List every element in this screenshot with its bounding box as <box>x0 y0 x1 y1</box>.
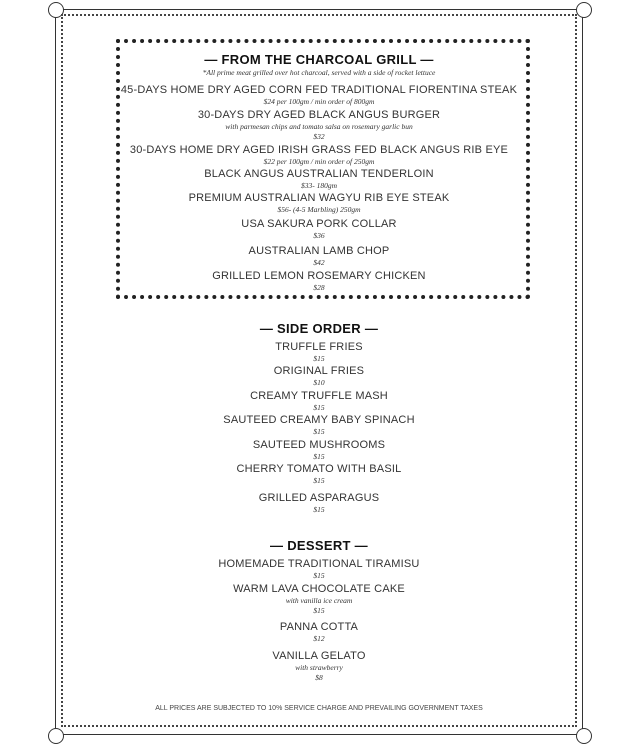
menu-item-name: SAUTEED CREAMY BABY SPINACH <box>223 414 415 426</box>
menu-item-price: $15 <box>313 354 325 363</box>
frame-corner <box>48 728 64 744</box>
menu-item-name: 30-DAYS HOME DRY AGED IRISH GRASS FED BLACK ANGUS RIB EYE <box>129 144 509 156</box>
menu-item-price: $15 <box>313 571 325 580</box>
menu-item-name: AUSTRALIAN LAMB CHOP <box>248 245 390 257</box>
menu-item-price: $15 <box>313 452 325 461</box>
menu-item-name: 30-DAYS DRY AGED BLACK ANGUS BURGER <box>197 109 441 121</box>
menu-item-price: $56- (4-5 Marbling) 250gm <box>277 205 361 214</box>
menu-item-description: with strawberry <box>295 663 343 672</box>
menu-item-name: USA SAKURA PORK COLLAR <box>241 218 397 230</box>
footer-note: ALL PRICES ARE SUBJECTED TO 10% SERVICE CHARGE AND PREVAILING GOVERNMENT TAXES <box>155 705 483 712</box>
menu-item-price: $24 per 100gm / min order of 800gm <box>263 97 375 106</box>
menu-item-price: $28 <box>313 283 325 292</box>
menu-item-price: $32 <box>313 132 325 141</box>
menu-item-price: $8 <box>315 673 323 682</box>
menu-item-name: GRILLED LEMON ROSEMARY CHICKEN <box>212 270 426 282</box>
menu-item-name: VANILLA GELATO <box>272 650 366 662</box>
menu-item-price: $22 per 100gm / min order of 250gm <box>263 157 375 166</box>
menu-item-price: $15 <box>313 476 325 485</box>
menu-item-price: $36 <box>313 231 325 240</box>
dessert-heading: — DESSERT — <box>270 538 368 553</box>
frame-corner <box>576 728 592 744</box>
menu-item-price: $15 <box>313 403 325 412</box>
grill-note: *All prime meat grilled over hot charcoal, served with a side of rocket lettuce <box>202 68 436 77</box>
menu-item-description: with parmesan chips and tomato salsa on rosemary garlic bun <box>225 122 413 131</box>
grill-heading: — FROM THE CHARCOAL GRILL — <box>204 52 434 67</box>
menu-item-name: CHERRY TOMATO WITH BASIL <box>236 463 402 475</box>
menu-item-price: $12 <box>313 634 325 643</box>
menu-item-description: with vanilla ice cream <box>285 596 353 605</box>
menu-item-price: $10 <box>313 378 325 387</box>
menu-item-name: PREMIUM AUSTRALIAN WAGYU RIB EYE STEAK <box>188 192 450 204</box>
menu-item-name: WARM LAVA CHOCOLATE CAKE <box>233 583 405 595</box>
menu-item-name: 45-DAYS HOME DRY AGED CORN FED TRADITIONAL FIORENTINA STEAK <box>120 84 518 96</box>
menu-item-price: $42 <box>313 258 325 267</box>
menu-item-price: $15 <box>313 427 325 436</box>
menu-item-price: $15 <box>313 606 325 615</box>
menu-item-name: SAUTEED MUSHROOMS <box>252 439 386 451</box>
menu-item-name: TRUFFLE FRIES <box>275 341 363 353</box>
menu-item-name: ORIGINAL FRIES <box>273 365 365 377</box>
menu-item-name: PANNA COTTA <box>279 621 359 633</box>
menu-item-price: $33- 180gm <box>300 181 338 190</box>
side-order-heading: — SIDE ORDER — <box>259 321 379 336</box>
frame-corner <box>576 2 592 18</box>
menu-item-name: GRILLED ASPARAGUS <box>258 492 380 504</box>
menu-item-name: HOMEMADE TRADITIONAL TIRAMISU <box>218 558 420 570</box>
menu-item-price: $15 <box>313 505 325 514</box>
menu-item-name: CREAMY TRUFFLE MASH <box>250 390 388 402</box>
menu-item-name: BLACK ANGUS AUSTRALIAN TENDERLOIN <box>204 168 434 180</box>
